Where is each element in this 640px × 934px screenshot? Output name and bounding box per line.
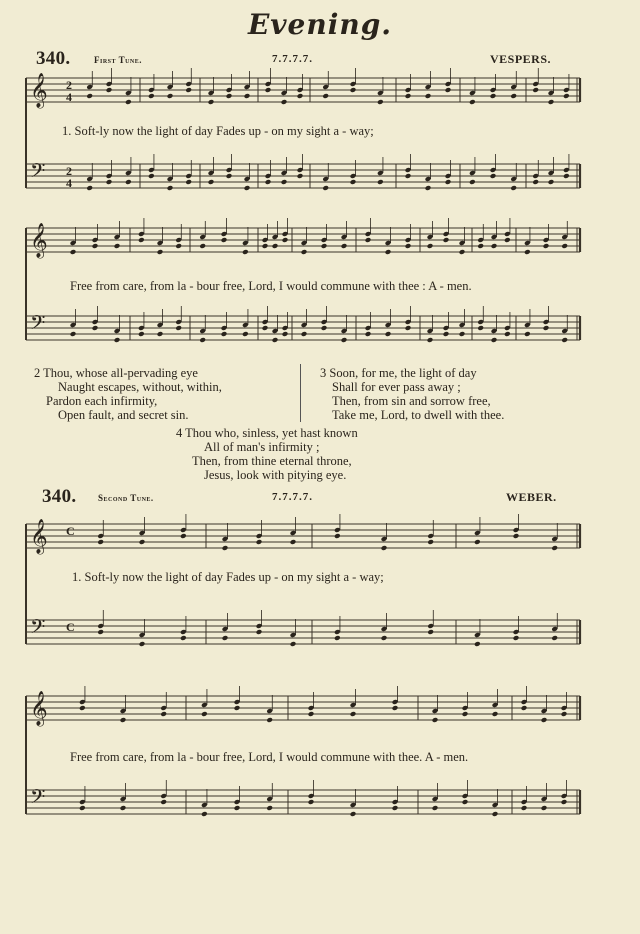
note-head — [474, 641, 481, 647]
note-head — [157, 331, 164, 337]
note-head — [462, 711, 469, 717]
bass-clef-icon: 𝄢 — [30, 785, 46, 813]
note-head — [281, 99, 288, 105]
note-head — [201, 711, 208, 717]
note-head — [492, 711, 499, 717]
note-head — [301, 249, 308, 255]
note-head — [148, 173, 155, 179]
note-head — [513, 635, 520, 641]
note-head — [504, 331, 511, 337]
note-head — [490, 173, 497, 179]
lyric-line: Free from care, from la - bour free, Lord, I would commune with thee : A - men. — [70, 279, 472, 293]
lyric-line: Free from care, from la - bour free, Lord, I would commune with thee. A - men. — [70, 750, 469, 764]
note-head — [160, 711, 167, 717]
note-head — [281, 179, 288, 185]
note-head — [427, 337, 434, 343]
note-head — [459, 331, 466, 337]
note-head — [106, 87, 113, 93]
note-head — [405, 93, 412, 99]
note-head — [521, 705, 528, 711]
note-head — [175, 325, 182, 331]
treble-clef-icon: 𝄞 — [30, 223, 48, 258]
note-head — [234, 805, 241, 811]
meter: 7.7.7.7. — [272, 53, 313, 65]
note-head — [381, 635, 388, 641]
note-head — [290, 539, 297, 545]
note-head — [405, 325, 412, 331]
note-head — [392, 805, 399, 811]
note-head — [180, 635, 187, 641]
note-head — [513, 533, 520, 539]
note-head — [532, 179, 539, 185]
note-head — [226, 93, 233, 99]
hymn-number: 340. — [36, 48, 71, 69]
note-head — [427, 629, 434, 635]
note-head — [532, 87, 539, 93]
note-head — [222, 545, 229, 551]
note-head — [405, 243, 412, 249]
verse-line: 4 Thou who, sinless, yet hast known — [176, 426, 358, 440]
verse-line: Take me, Lord, to dwell with thee. — [332, 408, 505, 422]
note-head — [543, 243, 550, 249]
verse-line: Naught escapes, without, within, — [58, 380, 222, 394]
note-head — [221, 237, 228, 243]
note-head — [265, 179, 272, 185]
note-head — [262, 325, 269, 331]
note-head — [561, 243, 568, 249]
lyric-line: 1. Soft-ly now the light of day Fades up - on my sight a - way; — [72, 570, 384, 584]
note-head — [381, 545, 388, 551]
treble-clef-icon: 𝄞 — [30, 519, 48, 554]
meter: 7.7.7.7. — [272, 491, 313, 503]
time-signature: C — [66, 524, 75, 538]
note-head — [322, 185, 329, 191]
note-head — [490, 93, 497, 99]
note-head — [157, 249, 164, 255]
note-head — [308, 711, 315, 717]
note-head — [221, 331, 228, 337]
note-head — [125, 99, 132, 105]
note-head — [175, 243, 182, 249]
note-head — [341, 243, 348, 249]
note-head — [377, 179, 384, 185]
note-head — [199, 337, 206, 343]
note-head — [139, 539, 146, 545]
note-head — [92, 325, 99, 331]
note-head — [385, 331, 392, 337]
note-head — [425, 93, 432, 99]
page-title: Evening. — [247, 8, 393, 41]
note-head — [524, 249, 531, 255]
note-head — [392, 705, 399, 711]
note-head — [492, 811, 499, 817]
note-head — [350, 179, 357, 185]
note-head — [167, 93, 174, 99]
note-head — [543, 325, 550, 331]
note-head — [491, 337, 498, 343]
note-head — [272, 337, 279, 343]
tune-name: VESPERS. — [490, 52, 552, 66]
bass-clef-icon: 𝄢 — [30, 615, 46, 643]
note-head — [208, 99, 215, 105]
note-head — [365, 331, 372, 337]
note-head — [541, 717, 548, 723]
lyric-line: 1. Soft-ly now the light of day Fades up - on my sight a - way; — [62, 124, 374, 138]
note-head — [86, 93, 93, 99]
hymn-number: 340. — [42, 486, 77, 507]
note-head — [256, 629, 263, 635]
note-head — [290, 641, 297, 647]
note-head — [97, 629, 104, 635]
note-head — [92, 243, 99, 249]
note-head — [265, 87, 272, 93]
note-head — [120, 717, 127, 723]
verse-line: Then, from thine eternal throne, — [192, 454, 352, 468]
note-head — [563, 173, 570, 179]
note-head — [70, 331, 77, 337]
verse-line: Shall for ever pass away ; — [332, 380, 461, 394]
note-head — [120, 805, 127, 811]
note-head — [180, 533, 187, 539]
time-signature: 2 — [66, 78, 72, 92]
note-head — [491, 243, 498, 249]
bass-clef-icon: 𝄢 — [30, 311, 46, 339]
note-head — [148, 93, 155, 99]
note-head — [504, 237, 511, 243]
note-head — [199, 243, 206, 249]
note-head — [469, 99, 476, 105]
note-head — [445, 87, 452, 93]
note-head — [167, 185, 174, 191]
note-head — [561, 799, 568, 805]
note-head — [79, 805, 86, 811]
tune-name: WEBER. — [506, 490, 557, 504]
verse-line: 2 Thou, whose all-pervading eye — [34, 366, 198, 380]
note-head — [561, 711, 568, 717]
note-head — [427, 539, 434, 545]
verse-line: Open fault, and secret sin. — [58, 408, 189, 422]
note-head — [432, 805, 439, 811]
note-head — [445, 179, 452, 185]
note-head — [266, 805, 273, 811]
note-head — [160, 799, 167, 805]
note-head — [548, 179, 555, 185]
note-head — [321, 243, 328, 249]
note-head — [334, 635, 341, 641]
note-head — [350, 811, 357, 817]
note-head — [474, 539, 481, 545]
note-head — [510, 185, 517, 191]
note-head — [138, 237, 145, 243]
note-head — [510, 93, 517, 99]
note-head — [427, 243, 434, 249]
note-head — [79, 705, 86, 711]
verse-line: 3 Soon, for me, the light of day — [320, 366, 477, 380]
note-head — [297, 93, 304, 99]
note-head — [334, 533, 341, 539]
note-head — [561, 337, 568, 343]
note-head — [301, 331, 308, 337]
note-head — [86, 185, 93, 191]
note-head — [226, 173, 233, 179]
note-head — [350, 711, 357, 717]
note-head — [425, 185, 432, 191]
note-head — [256, 539, 263, 545]
note-head — [201, 811, 208, 817]
note-head — [385, 249, 392, 255]
note-head — [462, 799, 469, 805]
note-head — [477, 243, 484, 249]
note-head — [405, 173, 412, 179]
verse-line: Then, from sin and sorrow free, — [332, 394, 491, 408]
note-head — [350, 87, 357, 93]
treble-clef-icon: 𝄞 — [30, 73, 48, 108]
note-head — [106, 179, 113, 185]
note-head — [97, 539, 104, 545]
note-head — [524, 331, 531, 337]
note-head — [242, 331, 249, 337]
note-head — [70, 249, 77, 255]
note-head — [548, 99, 555, 105]
tune-label: Second Tune. — [98, 493, 154, 503]
note-head — [114, 243, 121, 249]
note-head — [272, 243, 279, 249]
verse-line: Jesus, look with pitying eye. — [204, 468, 347, 482]
note-head — [541, 805, 548, 811]
note-head — [114, 337, 121, 343]
note-head — [139, 641, 146, 647]
note-head — [282, 237, 289, 243]
note-head — [282, 331, 289, 337]
verse-line: Pardon each infirmity, — [46, 394, 158, 408]
note-head — [521, 805, 528, 811]
note-head — [185, 179, 192, 185]
note-head — [322, 93, 329, 99]
note-head — [244, 185, 251, 191]
note-head — [469, 179, 476, 185]
note-head — [244, 93, 251, 99]
note-head — [477, 325, 484, 331]
note-head — [443, 331, 450, 337]
note-head — [297, 173, 304, 179]
verse-line: All of man's infirmity ; — [204, 440, 320, 454]
note-head — [234, 705, 241, 711]
note-head — [551, 545, 558, 551]
time-signature: C — [66, 620, 75, 634]
note-head — [551, 635, 558, 641]
note-head — [308, 799, 315, 805]
note-head — [262, 243, 269, 249]
note-head — [377, 99, 384, 105]
note-head — [321, 325, 328, 331]
note-head — [125, 179, 132, 185]
note-head — [138, 331, 145, 337]
note-head — [459, 249, 466, 255]
note-head — [266, 717, 273, 723]
bass-clef-icon: 𝄢 — [30, 159, 46, 187]
note-head — [443, 237, 450, 243]
tune-label: First Tune. — [94, 55, 143, 65]
time-signature: 4 — [66, 176, 72, 190]
note-head — [242, 249, 249, 255]
note-head — [432, 717, 439, 723]
note-head — [222, 635, 229, 641]
treble-clef-icon: 𝄞 — [30, 691, 48, 726]
time-signature: 2 — [66, 164, 72, 178]
note-head — [365, 237, 372, 243]
time-signature: 4 — [66, 90, 72, 104]
note-head — [208, 179, 215, 185]
note-head — [341, 337, 348, 343]
note-head — [185, 87, 192, 93]
note-head — [563, 93, 570, 99]
